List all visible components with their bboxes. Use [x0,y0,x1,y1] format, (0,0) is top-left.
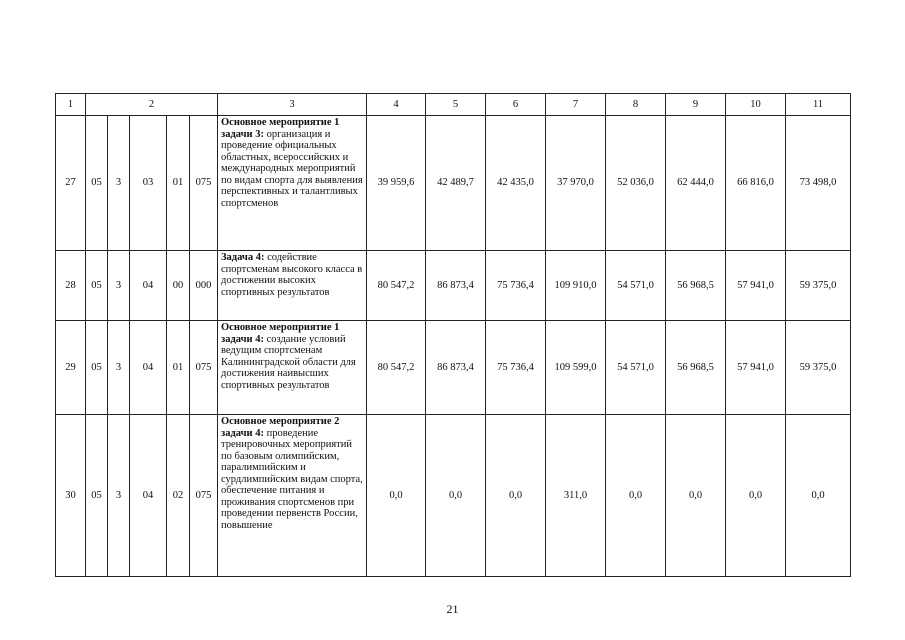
value-cell: 109 910,0 [546,251,606,321]
value-cell: 56 968,5 [666,321,726,415]
code-cell: 04 [130,415,167,577]
value-cell: 73 498,0 [786,116,851,251]
code-cell: 04 [130,321,167,415]
value-cell: 86 873,4 [426,321,486,415]
value-cell: 66 816,0 [726,116,786,251]
value-cell: 86 873,4 [426,251,486,321]
value-cell: 75 736,4 [486,251,546,321]
code-cell: 05 [86,415,108,577]
row-number: 29 [56,321,86,415]
value-cell: 56 968,5 [666,251,726,321]
header-cell: 7 [546,94,606,116]
value-cell: 80 547,2 [367,321,426,415]
value-cell: 59 375,0 [786,251,851,321]
value-cell: 0,0 [606,415,666,577]
value-cell: 75 736,4 [486,321,546,415]
code-cell: 00 [167,251,190,321]
description-cell [218,321,367,415]
header-cell: 10 [726,94,786,116]
description-text: содействие спортсменам высокого класса в достижении высоких спортивных результатов [221,252,363,298]
budget-table [55,93,851,577]
table-row [56,321,851,415]
code-cell: 02 [167,415,190,577]
row-number: 28 [56,251,86,321]
code-cell: 01 [167,321,190,415]
value-cell: 42 435,0 [486,116,546,251]
code-cell: 3 [108,415,130,577]
value-cell: 59 375,0 [786,321,851,415]
description-text: создание условий ведущим спортсменам Калининградской области для достижения наивысших спортивных результатов [221,333,356,391]
value-cell: 54 571,0 [606,321,666,415]
code-cell: 05 [86,251,108,321]
header-cell: 2 [86,94,218,116]
value-cell: 0,0 [426,415,486,577]
table-row [56,415,851,577]
value-cell: 54 571,0 [606,251,666,321]
code-cell: 03 [130,116,167,251]
value-cell: 62 444,0 [666,116,726,251]
table-row [56,251,851,321]
value-cell: 0,0 [367,415,426,577]
description-cell [218,251,367,321]
value-cell: 57 941,0 [726,251,786,321]
value-cell: 52 036,0 [606,116,666,251]
code-cell: 3 [108,116,130,251]
code-cell: 075 [190,116,218,251]
header-cell: 6 [486,94,546,116]
value-cell: 0,0 [486,415,546,577]
description-text: организация и проведение официальных областных, всероссийских и международных мероприятий по видам спорта для выявления перспективных и талантливых спортсменов [221,128,363,209]
code-cell: 05 [86,116,108,251]
code-cell: 3 [108,321,130,415]
value-cell: 0,0 [666,415,726,577]
code-cell: 075 [190,321,218,415]
page-number: 21 [446,602,459,616]
description-heading: Основное мероприятие 1 задачи 4: [221,322,340,345]
value-cell: 80 547,2 [367,251,426,321]
table-row [56,116,851,251]
description-text: проведение тренировочных мероприятий по базовым олимпийским, паралимпийским и сурдлимпийским видам спорта, обеспечение питания и проживания спортсменов при проведении первенств России, повышение [221,427,363,531]
header-cell: 4 [367,94,426,116]
value-cell: 311,0 [546,415,606,577]
code-cell: 01 [167,116,190,251]
value-cell: 0,0 [786,415,851,577]
header-cell: 3 [218,94,367,116]
row-number: 30 [56,415,86,577]
value-cell: 109 599,0 [546,321,606,415]
code-cell: 05 [86,321,108,415]
description-cell [218,415,367,577]
header-cell: 1 [56,94,86,116]
header-row [56,94,851,116]
value-cell: 42 489,7 [426,116,486,251]
description-heading: Основное мероприятие 2 задачи 4: [221,416,340,439]
row-number: 27 [56,116,86,251]
code-cell: 3 [108,251,130,321]
header-cell: 5 [426,94,486,116]
value-cell: 0,0 [726,415,786,577]
description-heading: Задача 4: [221,252,265,263]
code-cell: 04 [130,251,167,321]
value-cell: 37 970,0 [546,116,606,251]
header-cell: 8 [606,94,666,116]
code-cell: 075 [190,415,218,577]
description-heading: Основное мероприятие 1 задачи 3: [221,117,340,140]
header-cell: 11 [786,94,851,116]
value-cell: 39 959,6 [367,116,426,251]
code-cell: 000 [190,251,218,321]
header-cell: 9 [666,94,726,116]
description-cell [218,116,367,251]
value-cell: 57 941,0 [726,321,786,415]
